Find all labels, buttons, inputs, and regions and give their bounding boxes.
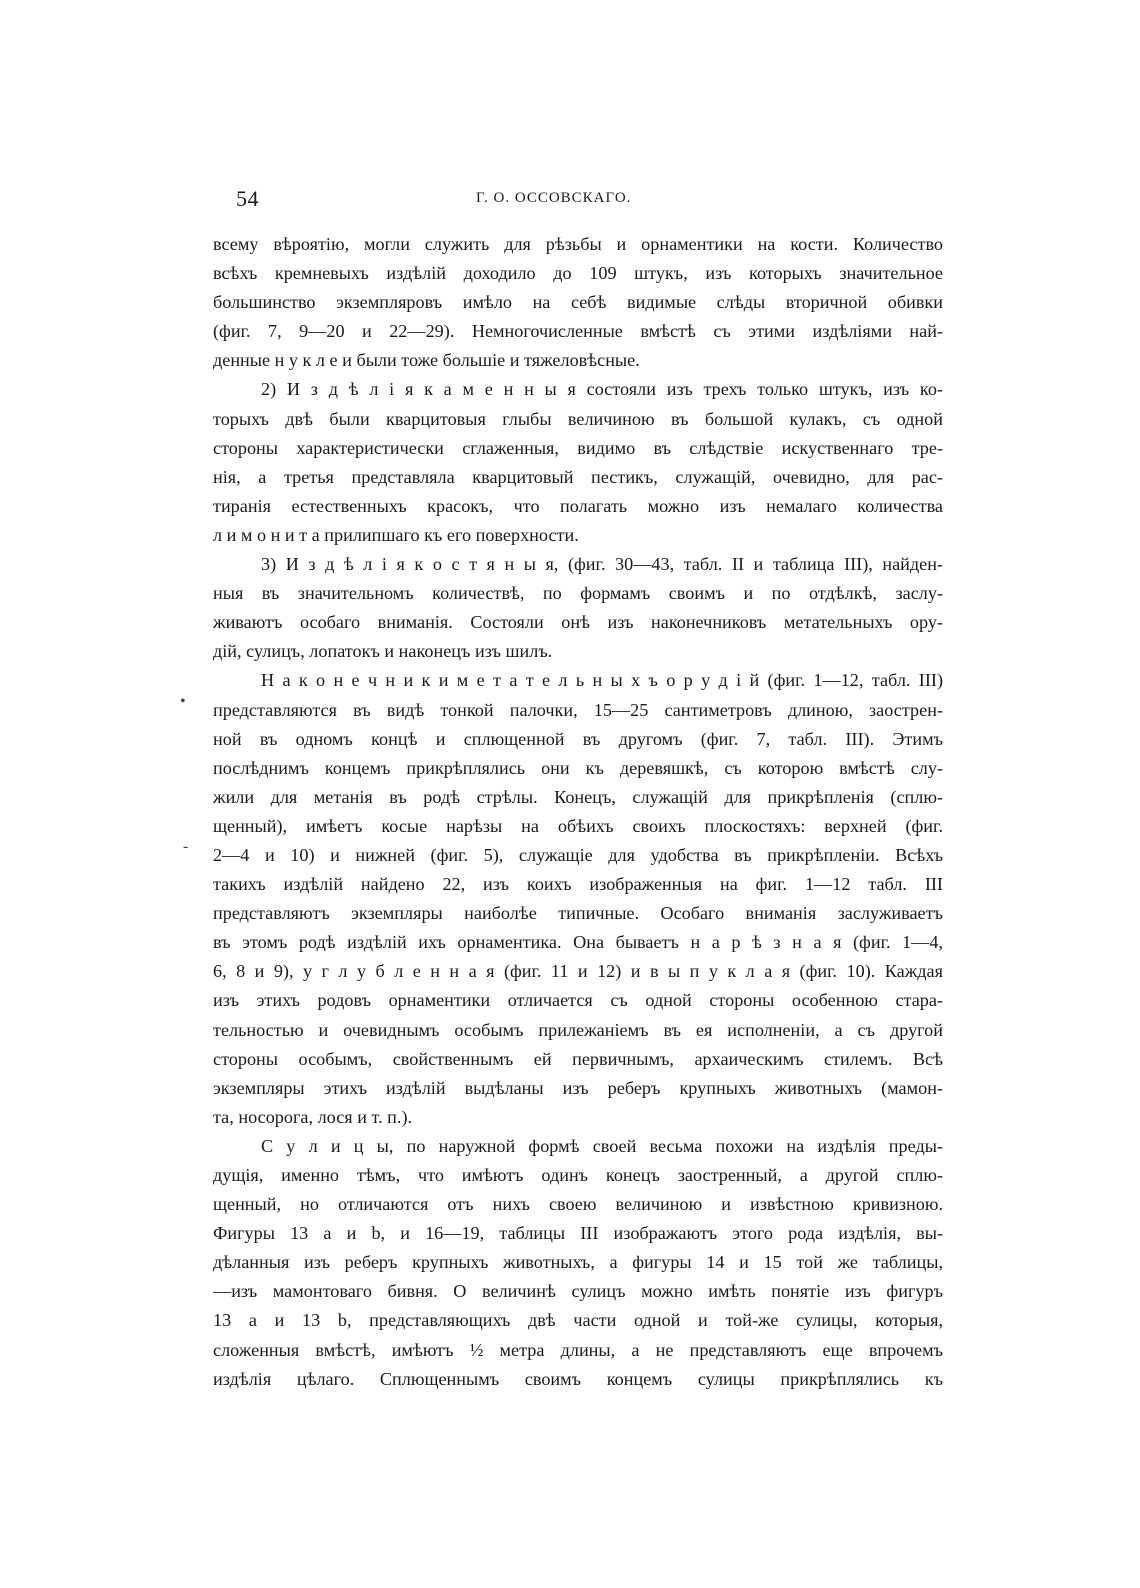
page-number: 54 [236, 186, 259, 211]
text-line: представляются въ видѣ тонкой палочки, 15—25 сантиметровъ длиною, заострен- [213, 699, 943, 720]
text-line: тельностью и очевиднымъ особымъ прилежаніемъ въ ея исполненіи, а съ другой [213, 1019, 943, 1040]
running-head: Г. О. ОССОВСКАГО. [476, 190, 632, 206]
body-text [213, 230, 943, 1394]
text-line: дѣланныя изъ реберъ крупныхъ животныхъ, а фигуры 14 и 15 той же таблицы, [213, 1252, 943, 1273]
text-line: л и м о н и т а прилипшаго къ его поверхности. [213, 524, 579, 545]
text-line: дущія, именно тѣмъ, что имѣютъ одинъ конецъ заостренный, а другой сплю- [213, 1165, 943, 1185]
text-line: С у л и ц ы, по наружной формѣ своей весьма похожи на издѣлія преды- [261, 1135, 943, 1156]
text-line: тиранія естественныхъ красокъ, что полагать можно изъ немалаго количества [213, 495, 943, 516]
text-line: ной въ одномъ концѣ и сплющенной въ другомъ (фиг. 7, табл. III). Этимъ [213, 728, 943, 749]
text-line: всему вѣроятію, могли служить для рѣзьбы и орнаментики на кости. Количество [213, 234, 943, 254]
text-line: издѣлія цѣлаго. Сплющеннымъ своимъ концемъ сулицы прикрѣплялись къ [213, 1368, 943, 1389]
text-line: живаютъ особаго вниманія. Состояли онѣ изъ наконечниковъ метательныхъ ору- [213, 612, 943, 633]
text-line: —изъ мамонтоваго бивня. О величинѣ сулицъ можно имѣть понятіе изъ фигуръ [213, 1281, 943, 1302]
text-line: стороны особымъ, свойственнымъ ей первичнымъ, архаическимъ стилемъ. Всѣ [213, 1048, 943, 1069]
text-line: такихъ издѣлій найдено 22, изъ коихъ изображенныя на фиг. 1—12 табл. III [213, 874, 943, 895]
text-line: стороны характеристически сглаженныя, видимо въ слѣдствіе искуственнаго тре- [213, 437, 943, 458]
text-line: 2) И з д ѣ л і я к а м е н н ы я состояли изъ трехъ только штукъ, изъ ко- [261, 379, 943, 400]
text-line: сложенныя вмѣстѣ, имѣютъ ½ метра длины, а не представляютъ еще впрочемъ [213, 1339, 943, 1360]
text-line: 6, 8 и 9), у г л у б л е н н а я (фиг. 11 и 12) и в ы п у к л а я (фиг. 10). Каждая [213, 961, 943, 982]
text-line: Н а к о н е ч н и к и м е т а т е л ь н ы х ъ о р у д і й (фиг. 1—12, табл. III) [261, 670, 943, 691]
text-line: (фиг. 7, 9—20 и 22—29). Немногочисленные вмѣстѣ съ этими издѣліями най- [213, 321, 943, 342]
text-line: ныя въ значительномъ количествѣ, по формамъ своимъ и по отдѣлкѣ, заслу- [213, 583, 943, 604]
text-line: Фигуры 13 a и b, и 16—19, таблицы III изображаютъ этого рода издѣлія, вы- [213, 1223, 943, 1244]
text-line: та, носорога, лося и т. п.). [213, 1106, 413, 1127]
text-line: дій, сулицъ, лопатокъ и наконецъ изъ шилъ. [213, 641, 553, 662]
text-line: послѣднимъ концемъ прикрѣплялись они къ деревяшкѣ, съ которою вмѣстѣ слу- [213, 757, 943, 778]
text-line: 2—4 и 10) и нижней (фиг. 5), служащіе для удобства въ прикрѣпленіи. Всѣхъ [213, 844, 943, 865]
text-line: нія, а третья представляла кварцитовый пестикъ, служащій, очевидно, для рас- [213, 466, 943, 487]
text-line: въ этомъ родѣ издѣлій ихъ орнаментика. Она бываетъ н а р ѣ з н а я (фиг. 1—4, [213, 932, 943, 953]
text-line: щенный, но отличаются отъ нихъ своею величиною и извѣстною кривизною. [213, 1194, 943, 1215]
text-line: денные н у к л е и были тоже большіе и тяжеловѣсные. [213, 350, 640, 371]
margin-mark: • [180, 693, 186, 710]
text-line: большинство экземпляровъ имѣло на себѣ видимые слѣды вторичной обивки [213, 292, 943, 313]
text-line: всѣхъ кремневыхъ издѣлій доходило до 109 штукъ, изъ которыхъ значительное [213, 263, 943, 284]
text-line: жили для метанія въ родѣ стрѣлы. Конецъ, служащій для прикрѣпленія (сплю- [213, 786, 943, 807]
text-line: 3) И з д ѣ л і я к о с т я н ы я, (фиг. 30—43, табл. II и таблица III), найден- [261, 554, 943, 575]
text-line: представляютъ экземпляры наиболѣе типичные. Особаго вниманія заслуживаетъ [213, 903, 943, 924]
text-line: экземпляры этихъ издѣлій выдѣланы изъ реберъ крупныхъ животныхъ (мамон- [213, 1077, 943, 1098]
text-line: изъ этихъ родовъ орнаментики отличается съ одной стороны особенною стара- [213, 990, 943, 1011]
margin-mark: - [183, 838, 189, 855]
text-line: 13 a и 13 b, представляющихъ двѣ части одной и той-же сулицы, которыя, [213, 1310, 943, 1331]
text-line: торыхъ двѣ были кварцитовыя глыбы величиною въ большой кулакъ, съ одной [213, 408, 943, 429]
text-line: щенный), имѣетъ косые нарѣзы на обѣихъ своихъ плоскостяхъ: верхней (фиг. [213, 815, 943, 836]
page-header [236, 186, 948, 216]
